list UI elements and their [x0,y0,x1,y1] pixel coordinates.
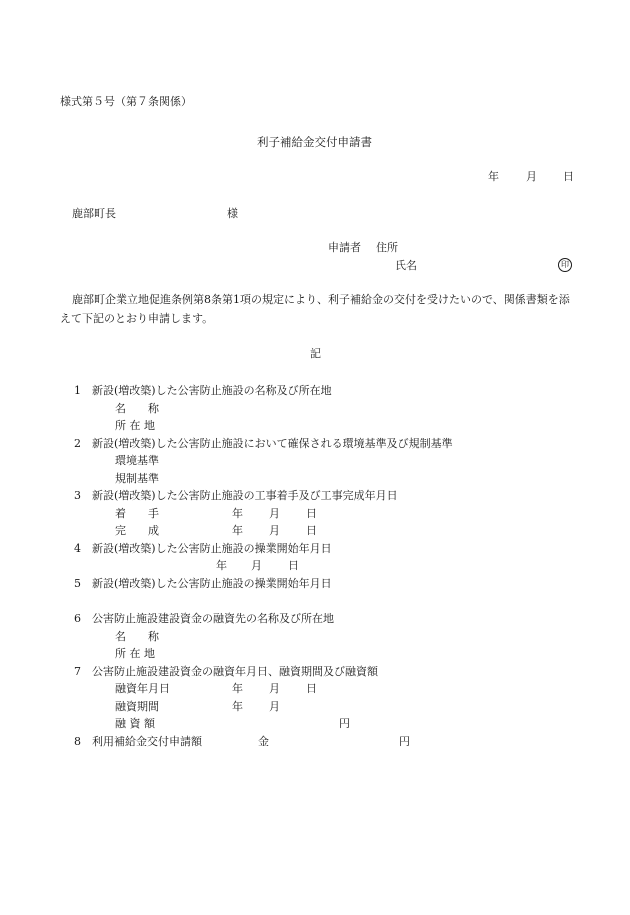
sub-label-loan-amount: 融 資 額 [115,717,155,730]
item-number: 2 [74,437,81,450]
sub-label-complete: 完 成 [115,524,159,537]
month-label: 月 [269,524,280,537]
item-text: 公害防止施設建設資金の融資年月日、融資期間及び融資額 [92,665,378,678]
applicant-name-label: 氏名 [395,259,417,272]
year-label: 年 [216,559,227,572]
item-number: 4 [74,542,81,555]
month-label: 月 [251,559,262,572]
sub-label-env-standard: 環境基準 [115,454,159,467]
sub-label-loan-date: 融資年月日 [115,682,170,695]
item-number: 1 [74,384,81,397]
kin-label: 金 [258,735,269,748]
sub-label-loan-period: 融資期間 [115,700,159,713]
day-label: 日 [306,682,317,695]
sub-label-reg-standard: 規制基準 [115,472,159,485]
sub-label-location: 所 在 地 [115,647,155,660]
sub-label-name: 名 称 [115,630,159,643]
day-label: 日 [288,559,299,572]
yen-label: 円 [339,717,350,730]
item-text: 新設(増改築)した公害防止施設の操業開始年月日 [92,577,332,590]
date-month: 月 [526,170,537,183]
item-number: 7 [74,665,81,678]
month-label: 月 [269,700,280,713]
item-text: 公害防止施設建設資金の融資先の名称及び所在地 [92,612,334,625]
item-number: 6 [74,612,81,625]
year-label: 年 [232,524,243,537]
date-year: 年 [488,170,499,183]
day-label: 日 [306,507,317,520]
body-paragraph [60,290,580,328]
day-label: 日 [306,524,317,537]
item-text: 新設(増改築)した公害防止施設の名称及び所在地 [92,384,332,397]
item-number: 5 [74,577,81,590]
applicant-address-label: 住所 [376,241,398,254]
month-label: 月 [269,682,280,695]
item-text: 利用補給金交付申請額 [92,735,202,748]
applicant-label: 申請者 [328,241,361,254]
item-text: 新設(増改築)した公害防止施設の操業開始年月日 [92,542,332,555]
addressee-name: 鹿部町長 [72,207,116,220]
sub-label-name: 名 称 [115,402,159,415]
month-label: 月 [269,507,280,520]
ki-heading: 記 [310,347,321,360]
form-number: 様式第５号（第７条関係） [60,95,192,108]
sub-label-location: 所 在 地 [115,419,155,432]
item-number: 3 [74,489,81,502]
year-label: 年 [232,507,243,520]
year-label: 年 [232,682,243,695]
body-text: 鹿部町企業立地促進条例第8条第1項の規定により、利子補給金の交付を受けたいので、関係書類を添えて下記のとおり申請します。 [60,293,570,325]
document-title: 利子補給金交付申請書 [257,135,372,149]
date-day: 日 [563,170,574,183]
sub-label-start: 着 手 [115,507,159,520]
seal-mark: 印 [558,258,572,272]
yen-label: 円 [399,735,410,748]
item-text: 新設(増改築)した公害防止施設において確保される環境基準及び規制基準 [92,437,453,450]
item-number: 8 [74,735,81,748]
year-label: 年 [232,700,243,713]
addressee-suffix: 様 [227,207,238,220]
item-text: 新設(増改築)した公害防止施設の工事着手及び工事完成年月日 [92,489,398,502]
